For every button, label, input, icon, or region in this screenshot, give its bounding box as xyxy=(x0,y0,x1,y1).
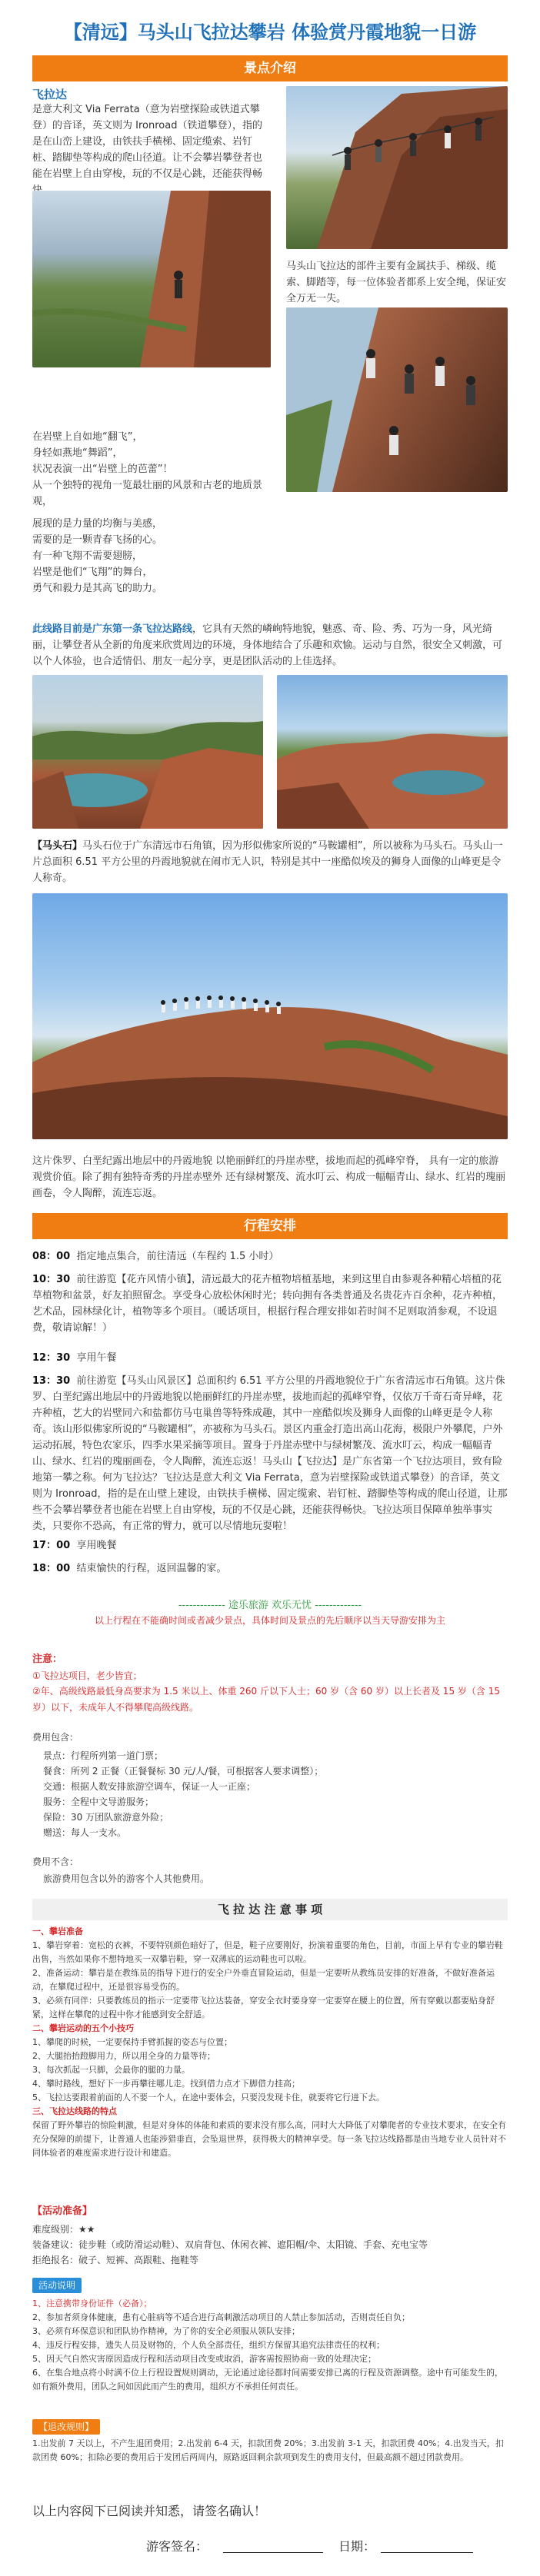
note-title: 注意： xyxy=(32,1654,63,1665)
intro-paragraph-1: 是意大利文 Via Ferrata（意为岩壁探险或铁道式攀登）的音译，英文则为 Ironroad（铁道攀登），指的是在山峦上建设，由铁扶手横梯、固定缆索、岩钉桩、踏脚垫等构成的爬山径道。让不会攀岩攀登者也能在岩壁上自由穿梭，玩的不仅是心跳，还能获得畅 xyxy=(32,104,263,180)
poem-line: 有一种飞翔不需要翅膀， xyxy=(32,550,143,562)
rules-item: 1、攀岩穿着：宽松的衣裤，不要特别颜色暗好了，但是，鞋子应要刚好，扮演着重要的角色，目前，市面上早有专业的攀岩鞋出售，当然如果你不想特地买一双攀岩鞋，穿一双薄底的运动鞋也可以啦。 xyxy=(32,1940,503,1964)
photo-group-cliff xyxy=(286,307,508,492)
poem-line: 状况表演一出“岩壁上的芭蕾”！ xyxy=(32,464,173,475)
note-item: ①飞拉达项目，老少皆宜； xyxy=(32,1670,142,1681)
rules-item: 2、大腿抬抬蹬脚用力，所以用全身的力量等待； xyxy=(32,2051,215,2061)
slogan: ------------- 途乐旅游 欢乐无忧 ------------- xyxy=(178,1600,362,1611)
confirm-text: 以上内容阅下已阅读并知悉，请签名确认！ xyxy=(32,2504,267,2518)
rules-section: 一、攀岩准备 xyxy=(32,1926,83,1936)
poem-line: 展现的是力量的均衡与美感， xyxy=(32,518,163,530)
schedule-item: 17：00 享用晚餐 xyxy=(32,1540,117,1551)
difficulty: 难度级别：★★ xyxy=(32,2224,95,2235)
schedule-item: 08：00 指定地点集合，前往清远（车程约 1.5 小时） xyxy=(32,1251,279,1262)
photo-climbing-view xyxy=(32,191,271,367)
tips-list xyxy=(32,2297,508,2394)
date-line[interactable] xyxy=(381,2552,473,2553)
tips-item: 3、必须有环保意识和团队协作精神，为了你的安全必须服从领队安排； xyxy=(32,2326,300,2336)
first-route-highlight: 此线路目前是广东第一条飞拉达路线 xyxy=(32,623,193,635)
tips-item: 4、违反行程安排，遗失人员及财物的，个人负全部责任，组织方保留其追究法律责任的权利； xyxy=(32,2340,385,2350)
rules-item: 3、每次抓起一只脚，会最你的腿的力量。 xyxy=(32,2065,190,2075)
rules-item: 保留了野外攀岩的惊险刺激，但是对身体的体能和素质的要求没有那么高，同时大大降低了对攀爬者的专业技术要求，在安全有充分保障的前提下，让普通人也能涉猎垂直，会坠退世界，获得极大的精神享受。每一条飞拉达线路都是由当地专业人员针对不同体验者的难度需求进行设计和建造。 xyxy=(32,2120,506,2158)
mashan-paragraph: 【马头石】马头石位于广东清远市石角镇，因为形似佛家所说的“马鞍罐相”，所以被称为马头石。马头山一片总面积 6.51 平方公里的丹霞地貌就在闹市无人识，特别是其中一座酷似埃及的狮身人面像的山峰更是令人称奇。 xyxy=(32,840,503,884)
rules-list xyxy=(32,1925,508,2160)
fee-item: 餐食：所列 2 正餐（正餐餐标 30 元/人/餐，可根据客人要求调整）； xyxy=(43,1766,324,1777)
fee-item: 景点：行程所列第一道门票； xyxy=(43,1750,164,1761)
not-suitable: 拒绝报名：破子、短裤、高跟鞋、拖鞋等 xyxy=(32,2255,199,2265)
intro-paragraph-2: 马头山飞拉达的部件主要有金属扶手、梯级、缆索、脚踏等，每一位体验者都系上安全绳，保证安全万无一失。 xyxy=(286,261,507,304)
feilada-title: 飞拉达 xyxy=(32,88,68,101)
page-title: 【清远】马头山飞拉达攀岩 体验赏丹霞地貌一日游 xyxy=(63,22,477,43)
equipment: 装备建议：徒步鞋（或防滑运动鞋）、双肩背包、休闲衣裤、遮阳帽/伞、太阳镜、手套、充电宝等 xyxy=(32,2239,428,2250)
date-label: 日期： xyxy=(338,2539,376,2554)
fee-title: 费用包含： xyxy=(32,1732,79,1743)
mashan-paragraph-2: 这片侏罗、白垩纪露出地层中的丹霞地貌 以艳丽鲜红的丹崖赤壁，拔地而起的孤峰窄脊， 具有一定的旅游观赏价值。除了拥有独特奇秀的丹崖赤壁外 还有绿树繁茂、流水叮云、构成一幅幅青山、绿水、红岩的瑰丽画卷，令人陶醉，流连忘返。 xyxy=(32,1155,506,1199)
schedule-item: 13：30 前往游览【马头山风景区】总面积约 6.51 平方公里的丹霞地貌位于广东省清远市石角镇。这片侏罗、白垩纪露出地层中的丹霞地貌以艳丽鲜红的丹崖赤壁，拔地而起的孤峰窄脊，仅依万千奇石奇异峰，花卉种植，艺大的岩壁同六和盐都仿马屯巢兽等特殊成趣，其中一座酷似埃及狮身人面像的山峰更是令人称奇。该山形似佛家所说的“马鞍罐相”，亦被称为马头石。景区内重金打造出高山花海，极限户外攀爬，户外运动拓展，特色农家乐，四季水果采摘等项目。置身于丹崖赤壁中与绿树繁茂、流水叮云，构成一幅幅青山、绿水、红岩的瑰丽画卷，令人陶醉，流连忘返！马头山【飞拉达】是广东省第一个飞拉达项目，致有险地第一攀之称。何为飞拉达？飞拉达是意大利文 Via Ferrata，意为岩壁探险或铁道式攀登）的音译，英文则为 Ironroad，指的是在山壁上建设，由铁扶手横梯、固定缆索、岩钉桩、踏脚垫等构成的爬山径道，让那些不会攀岩攀登者也能在岩壁上自由穿梭，玩的不仅是心跳，还能获得畅快。飞拉达项目保障单独举事实类，只要你不恐高，有正常的臂力，就可以尽情地玩耍啦！ xyxy=(32,1375,508,1532)
poem-line: 身轻如燕地“舞蹈”， xyxy=(32,447,123,459)
mashan-label: 【马头石】 xyxy=(32,840,83,852)
rules-item: 1、攀爬的时候，一定要保持手臂抓握的姿态与位置； xyxy=(32,2037,232,2047)
refund-tag: 【退改规则】 xyxy=(32,2418,100,2435)
fee-item: 赠送：每人一支水。 xyxy=(43,1827,127,1838)
tips-item: 2、参加者须身体健康，患有心脏病等不适合进行高刺激活动项目的人禁止参加活动，否则责任自负； xyxy=(32,2312,410,2322)
schedule-item: 18：00 结束愉快的行程，返回温馨的家。 xyxy=(32,1563,227,1574)
refund-text: 1.出发前 7 天以上，不产生退团费用；2.出发前 6-4 天，扣款团费 20%；3.出发前 3-1 天，扣款团费 40%；4.出发当天，扣款团费 60%；扣除必要的费用后于发团后两周内，原路返回剩余款项到发生的费用支付，但最高额不超过团款费用。 xyxy=(32,2438,504,2462)
poem-line: 勇气和毅力是其高飞的助力。 xyxy=(32,583,163,594)
photo-climbers-cliff xyxy=(286,86,508,249)
note-item: ②年、高级线路最低身高要求为 1.5 米以上、体重 260 斤以下人士；60 岁（含 60 岁）以上长者及 15 岁（含 15 岁）以下，未成年人不得攀爬高级线路。 xyxy=(32,1686,500,1713)
poem xyxy=(32,429,271,597)
fee-list xyxy=(43,1748,508,1840)
fee-exclude-item: 旅游费用包含以外的游客个人其他费用。 xyxy=(43,1873,210,1884)
fee-exclude-title: 费用不含： xyxy=(32,1856,79,1867)
fee-item: 服务：全程中文导游服务； xyxy=(43,1797,155,1807)
poem-line: 需要的是一颗青春飞扬的心。 xyxy=(32,534,163,546)
photo-danxia-lake xyxy=(32,675,263,829)
photo-danxia-hills xyxy=(277,675,508,829)
photo-group-summit xyxy=(32,893,508,1139)
intro-paragraph-3: 此线路目前是广东第一条飞拉达路线，它具有天然的嶙峋特地貌，魅惑、奇、险、秀、巧为一身，风光绮丽，让攀登者从全新的角度来欣赏周边的环境，身体地结合了乐趣和欢愉。运动与自然，很安全又刺激，可以个人体验，也合适情侣、朋友一起分享，更是团队活动的上佳选择。 xyxy=(32,623,503,667)
tips-tag: 活动说明 xyxy=(32,2277,82,2293)
signature-line[interactable] xyxy=(223,2552,323,2553)
slogan-note: 以上行程在不能确时间或者减少景点，具体时间及景点的先后顺序以当天导游安排为主 xyxy=(94,1615,445,1626)
rules-item: 3、必须有同伴：只要教练员的指示一定要带飞拉达装备，穿安全衣时要身穿一定要穿在腰上的位置，所有穿戴以都要贴身舒紧，这样在攀爬的过程中你才能感到安全舒适。 xyxy=(32,1996,495,2019)
section-bar-intro: 景点介绍 xyxy=(32,55,508,81)
fee-item: 保险：30 万团队旅游意外险； xyxy=(43,1812,169,1823)
rules-item: 5、飞拉达要跟着前面的人不要一个人，在途中要体会，只要没发现卡住，就要将它行进下去。 xyxy=(32,2092,385,2102)
tips-item: 1、注意携带身份证件（必备）； xyxy=(32,2298,152,2308)
rules-section: 三、飞拉达线路的特点 xyxy=(32,2106,117,2116)
activity-tag: 【活动准备】 xyxy=(32,2205,93,2217)
poem-line: 从一个独特的视角一览最壮丽的风景和古老的地质景观， xyxy=(32,480,263,507)
rules-item: 2、准备运动：攀岩是在教练员的指导下进行的安全户外垂直冒险运动，但是一定要听从教练员安排的好准备，不做好准备运动，在攀爬过程中，还是很容易受伤的。 xyxy=(32,1968,495,1992)
rules-item: 4、攀时路线，想好下一步再攀往哪儿走。找到借力点才下脚借力挂高； xyxy=(32,2079,300,2089)
rules-section: 二、攀岩运动的五个小技巧 xyxy=(32,2023,134,2033)
schedule-item: 12：30 享用午餐 xyxy=(32,1352,117,1364)
rules-header: 飞 拉 达 注 意 事 项 xyxy=(32,1899,508,1920)
tips-item: 6、在集合地点将小时满不位上行程设置规则调动，无论通过途径都时间需要安排已离的行程及资源调整。途中有可能发生的，如有额外费用，团队之间如因此而产生的费用，组织方不承担任何责任。 xyxy=(32,2368,503,2392)
poem-line: 岩壁是他们“飞翔”的舞台， xyxy=(32,567,153,578)
signature-label: 游客签名： xyxy=(146,2539,208,2554)
poem-line: 在岩壁上自如地“翻飞”， xyxy=(32,431,143,443)
tips-item: 5、因天气自然灾害原因造成行程和活动项目改变或取消，游客需按照协商一致的处理决定； xyxy=(32,2354,376,2364)
section-bar-schedule: 行程安排 xyxy=(32,1213,508,1239)
fee-item: 交通：根据人数安排旅游空调车，保证一人一正座； xyxy=(43,1781,256,1792)
schedule-item: 10：30 前往游览【花卉风情小镇】，清远最大的花卉植物培植基地，来到这里自由参观各种精心培植的花草植物和盆景，好友拍照留念。享受身心放松休闲时光；转向拥有各类普通及名贵花卉百余种，花卉种植，艺术品，园林绿化计，植物等多个项目。（暖话项目，根据行程合理安排如若时间不足则取消参观，不设退费，敬请谅解！） xyxy=(32,1274,503,1334)
